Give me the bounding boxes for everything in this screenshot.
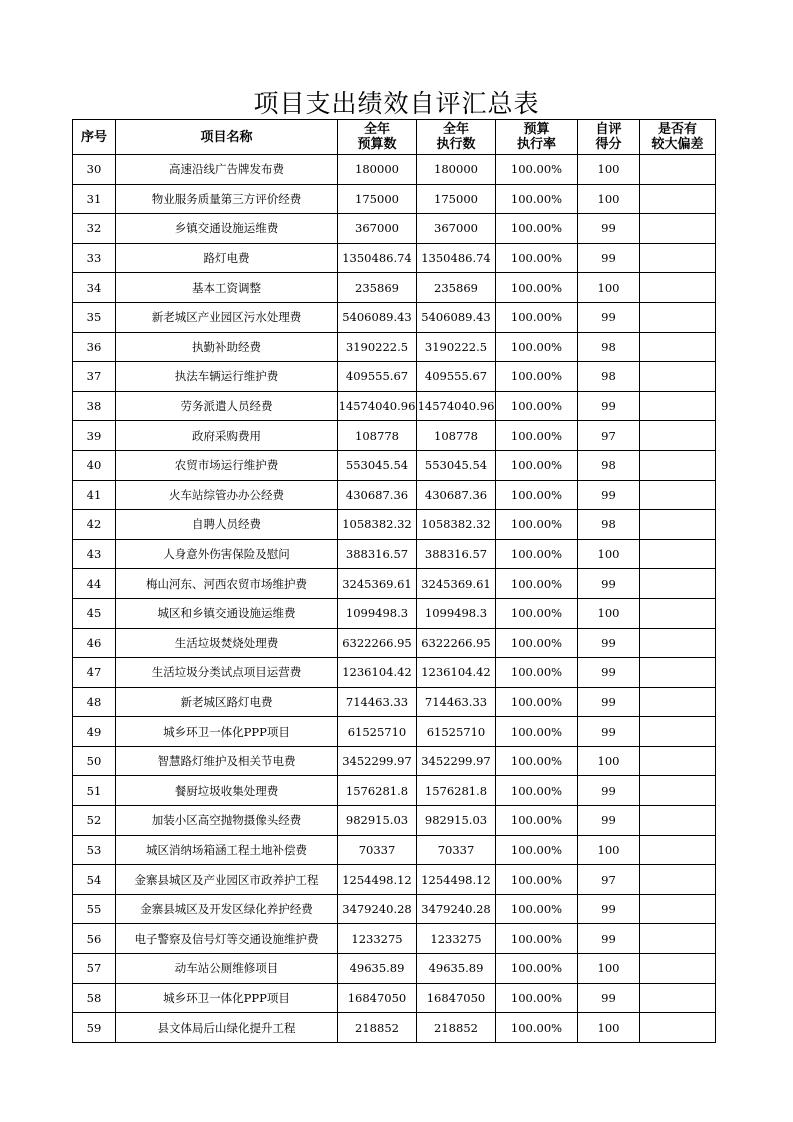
table-body [73,155,716,1043]
cell-score: 98 [578,450,640,480]
cell-seq: 33 [73,243,116,273]
cell-name: 金寨县城区及开发区绿化养护经费 [116,894,338,924]
cell-rate: 100.00% [496,155,578,185]
cell-deviation [640,954,716,984]
cell-exec: 3190222.5 [417,332,496,362]
cell-seq: 52 [73,806,116,836]
cell-seq: 32 [73,214,116,244]
cell-score: 98 [578,332,640,362]
cell-exec: 3452299.97 [417,746,496,776]
cell-budget: 108778 [338,421,417,451]
cell-seq: 43 [73,539,116,569]
cell-name: 劳务派遣人员经费 [116,391,338,421]
cell-name: 执勤补助经费 [116,332,338,362]
cell-budget: 553045.54 [338,450,417,480]
cell-name: 动车站公厕维修项目 [116,954,338,984]
cell-exec: 175000 [417,184,496,214]
cell-seq: 31 [73,184,116,214]
cell-score: 100 [578,155,640,185]
cell-seq: 49 [73,717,116,747]
cell-name: 餐厨垃圾收集处理费 [116,776,338,806]
cell-deviation [640,539,716,569]
cell-name: 路灯电费 [116,243,338,273]
table-row [73,954,716,984]
cell-exec: 3479240.28 [417,894,496,924]
cell-budget: 3245369.61 [338,569,417,599]
cell-score: 98 [578,510,640,540]
cell-budget: 180000 [338,155,417,185]
header-exec: 全年 执行数 [417,120,496,155]
cell-seq: 37 [73,362,116,392]
cell-score: 99 [578,894,640,924]
cell-budget: 70337 [338,835,417,865]
cell-rate: 100.00% [496,391,578,421]
cell-deviation [640,924,716,954]
table-row [73,658,716,688]
table-row [73,628,716,658]
cell-rate: 100.00% [496,450,578,480]
table-row [73,806,716,836]
cell-name: 农贸市场运行维护费 [116,450,338,480]
cell-budget: 6322266.95 [338,628,417,658]
cell-score: 99 [578,391,640,421]
cell-budget: 430687.36 [338,480,417,510]
cell-name: 物业服务质量第三方评价经费 [116,184,338,214]
cell-exec: 553045.54 [417,450,496,480]
cell-rate: 100.00% [496,539,578,569]
cell-rate: 100.00% [496,362,578,392]
cell-score: 99 [578,658,640,688]
cell-budget: 3190222.5 [338,332,417,362]
cell-name: 金寨县城区及产业园区市政养护工程 [116,865,338,895]
cell-name: 乡镇交通设施运维费 [116,214,338,244]
cell-score: 99 [578,687,640,717]
table-row [73,332,716,362]
cell-score: 100 [578,539,640,569]
cell-budget: 175000 [338,184,417,214]
cell-exec: 235869 [417,273,496,303]
cell-budget: 235869 [338,273,417,303]
table-row [73,746,716,776]
cell-deviation [640,450,716,480]
cell-name: 新老城区产业园区污水处理费 [116,302,338,332]
cell-exec: 49635.89 [417,954,496,984]
cell-name: 加装小区高空抛物摄像头经费 [116,806,338,836]
cell-rate: 100.00% [496,480,578,510]
cell-name: 火车站综管办办公经费 [116,480,338,510]
cell-score: 99 [578,806,640,836]
cell-deviation [640,687,716,717]
cell-exec: 3245369.61 [417,569,496,599]
table-row [73,510,716,540]
table-row [73,450,716,480]
cell-rate: 100.00% [496,924,578,954]
cell-exec: 180000 [417,155,496,185]
cell-exec: 1254498.12 [417,865,496,895]
cell-seq: 46 [73,628,116,658]
cell-budget: 982915.03 [338,806,417,836]
cell-score: 99 [578,214,640,244]
cell-budget: 1058382.32 [338,510,417,540]
cell-name: 政府采购费用 [116,421,338,451]
cell-name: 自聘人员经费 [116,510,338,540]
cell-score: 99 [578,628,640,658]
table-row [73,243,716,273]
cell-name: 县文体局后山绿化提升工程 [116,1013,338,1043]
cell-exec: 1233275 [417,924,496,954]
cell-deviation [640,302,716,332]
cell-name: 基本工资调整 [116,273,338,303]
cell-seq: 53 [73,835,116,865]
cell-deviation [640,391,716,421]
cell-rate: 100.00% [496,510,578,540]
table-row [73,687,716,717]
cell-rate: 100.00% [496,1013,578,1043]
cell-exec: 388316.57 [417,539,496,569]
cell-seq: 50 [73,746,116,776]
table-row [73,865,716,895]
cell-exec: 1350486.74 [417,243,496,273]
cell-exec: 218852 [417,1013,496,1043]
cell-score: 100 [578,746,640,776]
cell-score: 99 [578,776,640,806]
cell-seq: 48 [73,687,116,717]
cell-score: 97 [578,865,640,895]
cell-budget: 3452299.97 [338,746,417,776]
cell-deviation [640,362,716,392]
table-row [73,362,716,392]
cell-deviation [640,894,716,924]
cell-rate: 100.00% [496,243,578,273]
cell-exec: 1099498.3 [417,598,496,628]
cell-rate: 100.00% [496,628,578,658]
cell-seq: 56 [73,924,116,954]
table-row [73,273,716,303]
cell-budget: 1254498.12 [338,865,417,895]
cell-deviation [640,717,716,747]
cell-seq: 51 [73,776,116,806]
cell-seq: 34 [73,273,116,303]
cell-name: 电子警察及信号灯等交通设施维护费 [116,924,338,954]
cell-budget: 61525710 [338,717,417,747]
cell-deviation [640,480,716,510]
cell-exec: 1058382.32 [417,510,496,540]
cell-seq: 38 [73,391,116,421]
table-row [73,924,716,954]
cell-budget: 14574040.96 [338,391,417,421]
cell-rate: 100.00% [496,717,578,747]
cell-seq: 59 [73,1013,116,1043]
table-row [73,421,716,451]
cell-score: 100 [578,954,640,984]
cell-rate: 100.00% [496,983,578,1013]
cell-rate: 100.00% [496,302,578,332]
cell-exec: 108778 [417,421,496,451]
cell-rate: 100.00% [496,332,578,362]
cell-rate: 100.00% [496,569,578,599]
cell-rate: 100.00% [496,687,578,717]
cell-deviation [640,598,716,628]
cell-seq: 40 [73,450,116,480]
cell-budget: 1576281.8 [338,776,417,806]
cell-exec: 1576281.8 [417,776,496,806]
cell-deviation [640,1013,716,1043]
cell-score: 100 [578,835,640,865]
cell-budget: 714463.33 [338,687,417,717]
summary-table [72,119,716,1043]
cell-rate: 100.00% [496,658,578,688]
header-score: 自评 得分 [578,120,640,155]
cell-seq: 39 [73,421,116,451]
cell-deviation [640,865,716,895]
cell-deviation [640,983,716,1013]
cell-score: 100 [578,598,640,628]
cell-name: 新老城区路灯电费 [116,687,338,717]
cell-name: 梅山河东、河西农贸市场维护费 [116,569,338,599]
cell-seq: 36 [73,332,116,362]
table-row [73,983,716,1013]
header-rate: 预算 执行率 [496,120,578,155]
cell-rate: 100.00% [496,776,578,806]
table-row [73,776,716,806]
cell-name: 人身意外伤害保险及慰问 [116,539,338,569]
cell-deviation [640,628,716,658]
table-row [73,184,716,214]
cell-rate: 100.00% [496,421,578,451]
cell-exec: 367000 [417,214,496,244]
cell-budget: 3479240.28 [338,894,417,924]
cell-rate: 100.00% [496,894,578,924]
cell-deviation [640,184,716,214]
table-row [73,717,716,747]
cell-rate: 100.00% [496,865,578,895]
table-row [73,214,716,244]
cell-name: 生活垃圾焚烧处理费 [116,628,338,658]
cell-name: 执法车辆运行维护费 [116,362,338,392]
cell-deviation [640,658,716,688]
cell-deviation [640,214,716,244]
cell-score: 99 [578,480,640,510]
cell-seq: 41 [73,480,116,510]
cell-score: 97 [578,421,640,451]
cell-budget: 5406089.43 [338,302,417,332]
cell-score: 100 [578,1013,640,1043]
cell-score: 99 [578,243,640,273]
header-deviation: 是否有 较大偏差 [640,120,716,155]
table-row [73,1013,716,1043]
cell-deviation [640,569,716,599]
cell-name: 城区消纳场箱涵工程土地补偿费 [116,835,338,865]
cell-seq: 47 [73,658,116,688]
cell-rate: 100.00% [496,746,578,776]
cell-seq: 35 [73,302,116,332]
table-row [73,155,716,185]
table-row [73,894,716,924]
cell-budget: 367000 [338,214,417,244]
table-row [73,569,716,599]
cell-budget: 1099498.3 [338,598,417,628]
header-name: 项目名称 [116,120,338,155]
cell-deviation [640,510,716,540]
cell-score: 99 [578,924,640,954]
cell-rate: 100.00% [496,806,578,836]
cell-seq: 42 [73,510,116,540]
cell-budget: 16847050 [338,983,417,1013]
cell-exec: 16847050 [417,983,496,1013]
page-title: 项目支出绩效自评汇总表 [253,89,540,118]
cell-budget: 388316.57 [338,539,417,569]
cell-seq: 58 [73,983,116,1013]
cell-budget: 1236104.42 [338,658,417,688]
header-seq: 序号 [73,120,116,155]
table-row [73,480,716,510]
cell-name: 智慧路灯维护及相关节电费 [116,746,338,776]
cell-seq: 55 [73,894,116,924]
header-budget: 全年 预算数 [338,120,417,155]
cell-deviation [640,273,716,303]
cell-seq: 45 [73,598,116,628]
cell-exec: 1236104.42 [417,658,496,688]
cell-deviation [640,155,716,185]
cell-exec: 714463.33 [417,687,496,717]
cell-name: 高速沿线广告牌发布费 [116,155,338,185]
table-row [73,598,716,628]
cell-rate: 100.00% [496,214,578,244]
cell-seq: 57 [73,954,116,984]
cell-budget: 49635.89 [338,954,417,984]
cell-exec: 430687.36 [417,480,496,510]
cell-score: 100 [578,184,640,214]
cell-score: 99 [578,569,640,599]
header-row [73,120,716,155]
cell-name: 生活垃圾分类试点项目运营费 [116,658,338,688]
table-row [73,302,716,332]
cell-budget: 1350486.74 [338,243,417,273]
cell-deviation [640,243,716,273]
cell-score: 99 [578,302,640,332]
cell-name: 城区和乡镇交通设施运维费 [116,598,338,628]
cell-deviation [640,835,716,865]
cell-score: 99 [578,983,640,1013]
cell-rate: 100.00% [496,273,578,303]
table-row [73,391,716,421]
cell-name: 城乡环卫一体化PPP项目 [116,717,338,747]
cell-exec: 5406089.43 [417,302,496,332]
cell-seq: 44 [73,569,116,599]
cell-exec: 6322266.95 [417,628,496,658]
cell-rate: 100.00% [496,598,578,628]
cell-deviation [640,746,716,776]
cell-budget: 218852 [338,1013,417,1043]
cell-deviation [640,806,716,836]
cell-name: 城乡环卫一体化PPP项目 [116,983,338,1013]
cell-seq: 30 [73,155,116,185]
table-row [73,539,716,569]
cell-rate: 100.00% [496,184,578,214]
cell-budget: 409555.67 [338,362,417,392]
cell-score: 99 [578,717,640,747]
table-row [73,835,716,865]
cell-rate: 100.00% [496,954,578,984]
cell-exec: 982915.03 [417,806,496,836]
cell-score: 100 [578,273,640,303]
cell-exec: 14574040.96 [417,391,496,421]
cell-seq: 54 [73,865,116,895]
cell-budget: 1233275 [338,924,417,954]
cell-exec: 61525710 [417,717,496,747]
cell-deviation [640,776,716,806]
cell-deviation [640,332,716,362]
cell-rate: 100.00% [496,835,578,865]
cell-exec: 70337 [417,835,496,865]
cell-deviation [640,421,716,451]
cell-exec: 409555.67 [417,362,496,392]
cell-score: 98 [578,362,640,392]
